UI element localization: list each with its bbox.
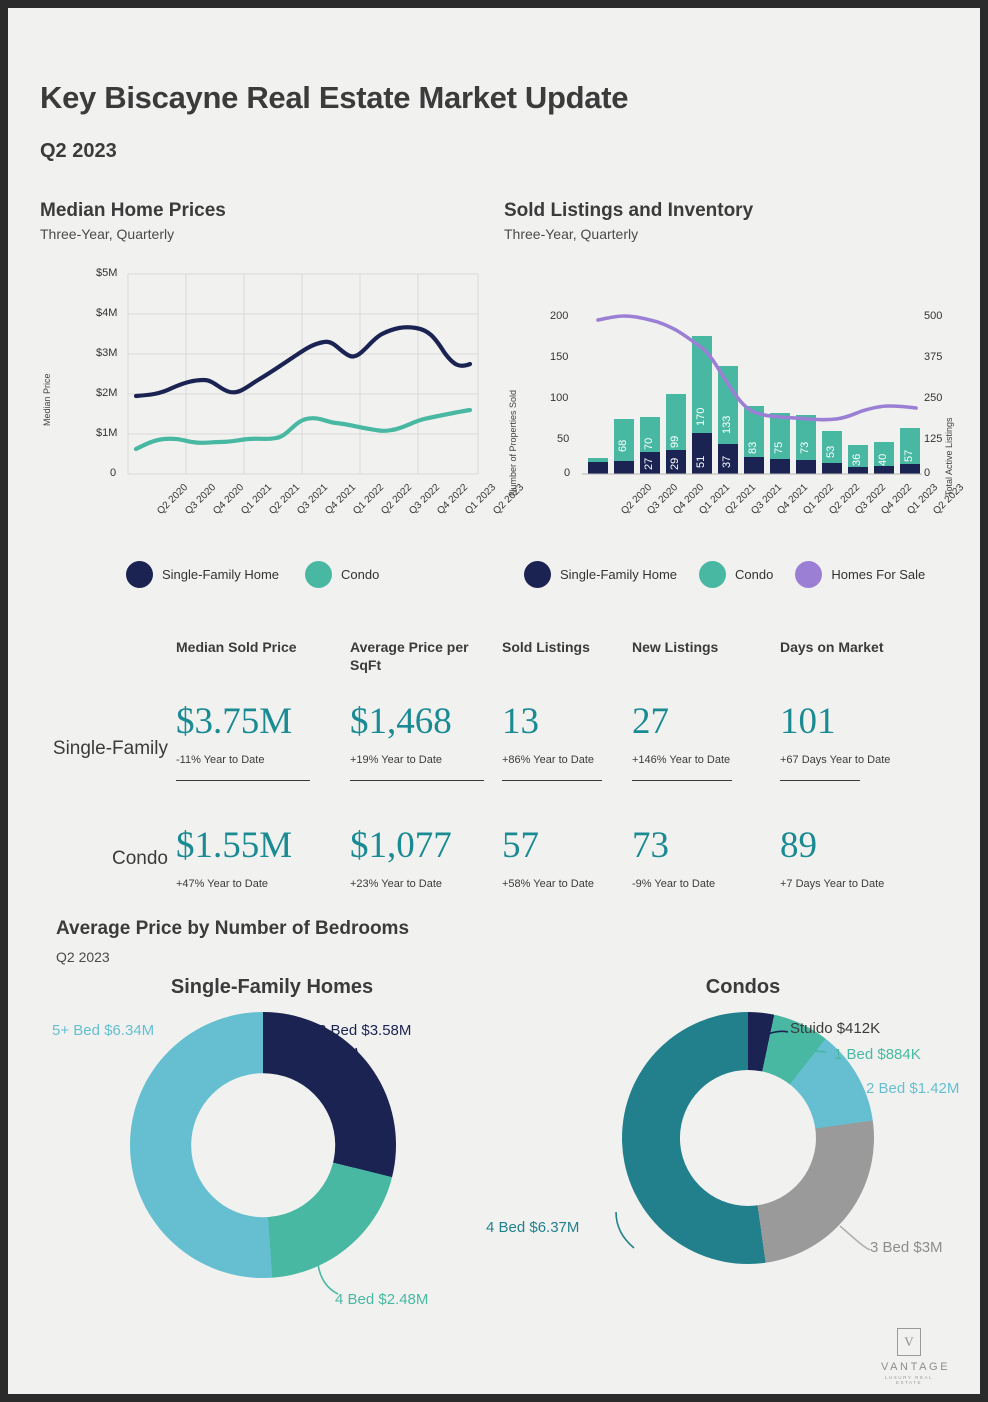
- sold-listings-title: Sold Listings and Inventory: [504, 200, 754, 221]
- logo-name: VANTAGE: [881, 1361, 951, 1373]
- ytick-1m: $1M: [96, 427, 118, 439]
- legend-dot-single-family: [126, 561, 153, 588]
- legend-item-single-family-2: [524, 561, 677, 588]
- donut-leaders-condos: [458, 988, 978, 1318]
- legend-item-homes-for-sale: [795, 561, 925, 588]
- ytick-2m: $2M: [96, 387, 118, 399]
- donut-label-sf-3bed: 3 Bed $3.58M: [318, 1022, 412, 1039]
- stat-note-sf-new-listings: +146% Year to Date: [632, 754, 731, 766]
- stat-value-condo-new-listings: 73: [632, 825, 669, 866]
- y2tick-500: 500: [924, 310, 943, 322]
- stat-value-sf-days-on-market: 101: [780, 701, 836, 742]
- ytick-200: 200: [550, 310, 569, 322]
- ytick-150: 150: [550, 351, 569, 363]
- stat-col-median-sold-price: Median Sold Price: [176, 639, 297, 655]
- stat-note-condo-median-price: +47% Year to Date: [176, 878, 269, 890]
- stat-divider-1: [176, 780, 310, 781]
- stat-divider-2: [350, 780, 484, 781]
- legend-dot-single-family-2: [524, 561, 551, 588]
- page-subtitle: Q2 2023: [40, 140, 117, 162]
- y2tick-125: 125: [924, 433, 943, 445]
- legend-label-single-family: Single-Family Home: [162, 567, 280, 582]
- stat-value-sf-sold-listings: 13: [502, 701, 539, 742]
- stat-divider-5: [780, 780, 860, 781]
- ytick-100: 100: [550, 392, 569, 404]
- y2tick-250: 250: [924, 392, 943, 404]
- bedrooms-title: Average Price by Number of Bedrooms: [56, 918, 410, 939]
- legend-sold-listings: [524, 561, 925, 588]
- donut-label-condo-2bed: 2 Bed $1.42M: [866, 1080, 960, 1097]
- stat-divider-3: [502, 780, 602, 781]
- legend-item-condo-2: [699, 561, 773, 588]
- bar-value-labels: 68 27 70 29 99 51 170 37 133 83 75 73 53 36 40 57: [617, 407, 915, 470]
- ytick-50: 50: [557, 433, 570, 445]
- legend-item-condo: [305, 561, 379, 588]
- stat-note-condo-price-sqft: +23% Year to Date: [350, 878, 443, 890]
- stat-value-sf-new-listings: 27: [632, 701, 669, 742]
- legend-label-condo-2: Condo: [735, 567, 774, 582]
- donut-label-condo-3bed: 3 Bed $3M: [870, 1239, 943, 1256]
- stat-col-avg-price-sqft: Average Price per SqFt: [350, 639, 469, 673]
- page-title: Key Biscayne Real Estate Market Update: [40, 80, 629, 115]
- logo-mark-icon: V: [897, 1328, 921, 1356]
- ytick-5m: $5M: [96, 267, 118, 279]
- median-prices-plot: Median Price $5M $4M $3M $2M $1M 0 Q2 2020 Q3 2020 Q4 2020 Q1 2021 Q2 2021 Q3 2021 Q4 2021 Q1 2022 Q2 2022 Q3 2022 Q4 2022 Q1 2023 Q2 2023: [40, 256, 480, 556]
- poster-page: [8, 8, 980, 1394]
- sold-listings-subtitle: Three-Year, Quarterly: [504, 226, 639, 242]
- legend-median-prices: [126, 561, 379, 588]
- stat-value-condo-days-on-market: 89: [780, 825, 817, 866]
- sold-listings-panel: [504, 200, 967, 556]
- bedrooms-subtitle: Q2 2023: [56, 949, 110, 965]
- stat-value-condo-sold-listings: 57: [502, 825, 539, 866]
- stat-value-sf-price-sqft: $1,468: [350, 701, 452, 742]
- stat-divider-4: [632, 780, 732, 781]
- donut-label-condo-1bed: 1 Bed $884K: [834, 1046, 921, 1063]
- stat-note-condo-days-on-market: +7 Days Year to Date: [780, 878, 885, 890]
- stat-note-sf-sold-listings: +86% Year to Date: [502, 754, 595, 766]
- donut-label-sf-4bed: 4 Bed $2.48M: [335, 1291, 429, 1308]
- donut-leaders-single-family: [8, 958, 508, 1358]
- legend-dot-condo-2: [699, 561, 726, 588]
- stat-note-condo-sold-listings: +58% Year to Date: [502, 878, 595, 890]
- stat-note-sf-median-price: -11% Year to Date: [176, 754, 265, 766]
- donut-label-condo-studio: Stuido $412K: [790, 1020, 881, 1037]
- ytick-0: 0: [110, 467, 117, 479]
- legend-label-homes-for-sale: Homes For Sale: [831, 567, 926, 582]
- y2-axis-label-active-listings: Total Active Listings: [944, 417, 954, 496]
- stat-col-sold-listings: Sold Listings: [502, 639, 590, 655]
- legend-label-single-family-2: Single-Family Home: [560, 567, 678, 582]
- ytick-0-right: 0: [564, 467, 571, 479]
- donut-label-sf-5bed: 5+ Bed $6.34M: [52, 1022, 155, 1039]
- median-prices-subtitle: Three-Year, Quarterly: [40, 226, 175, 242]
- stat-col-new-listings: New Listings: [632, 639, 719, 655]
- ytick-3m: $3M: [96, 347, 118, 359]
- y2tick-375: 375: [924, 351, 943, 363]
- legend-label-condo: Condo: [341, 567, 380, 582]
- donut-title-condos: Condos: [705, 976, 781, 998]
- stat-note-sf-days-on-market: +67 Days Year to Date: [780, 754, 891, 766]
- ytick-4m: $4M: [96, 307, 118, 319]
- legend-dot-homes-for-sale: [795, 561, 822, 588]
- stat-value-condo-price-sqft: $1,077: [350, 825, 452, 866]
- stat-row-label-condo: Condo: [112, 848, 168, 869]
- y-axis-label-median-price: Median Price: [42, 373, 52, 426]
- donut-title-single-family: Single-Family Homes: [170, 976, 374, 998]
- vantage-logo: [881, 1328, 951, 1385]
- logo-tagline: LUXURY REAL ESTATE: [884, 1375, 934, 1385]
- stat-row-label-single-family: Single-Family: [52, 738, 168, 759]
- legend-dot-condo: [305, 561, 332, 588]
- legend-item-single-family: [126, 561, 279, 588]
- stat-col-days-on-market: Days on Market: [780, 639, 884, 655]
- donut-label-condo-4bed: 4 Bed $6.37M: [486, 1219, 580, 1236]
- stat-value-condo-median-price: $1.55M: [176, 825, 293, 866]
- stat-note-condo-new-listings: -9% Year to Date: [632, 878, 716, 890]
- median-prices-title: Median Home Prices: [40, 200, 226, 221]
- y2tick-0: 0: [924, 467, 931, 479]
- stat-value-sf-median-price: $3.75M: [176, 701, 293, 742]
- sold-listings-plot: Number of Properties Sold Total Active Listings 200 150 100 50 0 500 375 250 125 0 68 27 70 29 99 51 170 37 133 83 75 73 53 36 40 57 Q2 2020 Q3 2020 Q4 2020 Q1 2021 Q2 2021 Q3 2021 Q4 2021 Q1 2022 Q2 2022 Q3 2022 Q4 2022 Q1 2023 Q2 2023: [504, 256, 954, 556]
- stat-note-sf-price-sqft: +19% Year to Date: [350, 754, 443, 766]
- y-axis-label-properties-sold: Number of Properties Sold: [508, 389, 518, 496]
